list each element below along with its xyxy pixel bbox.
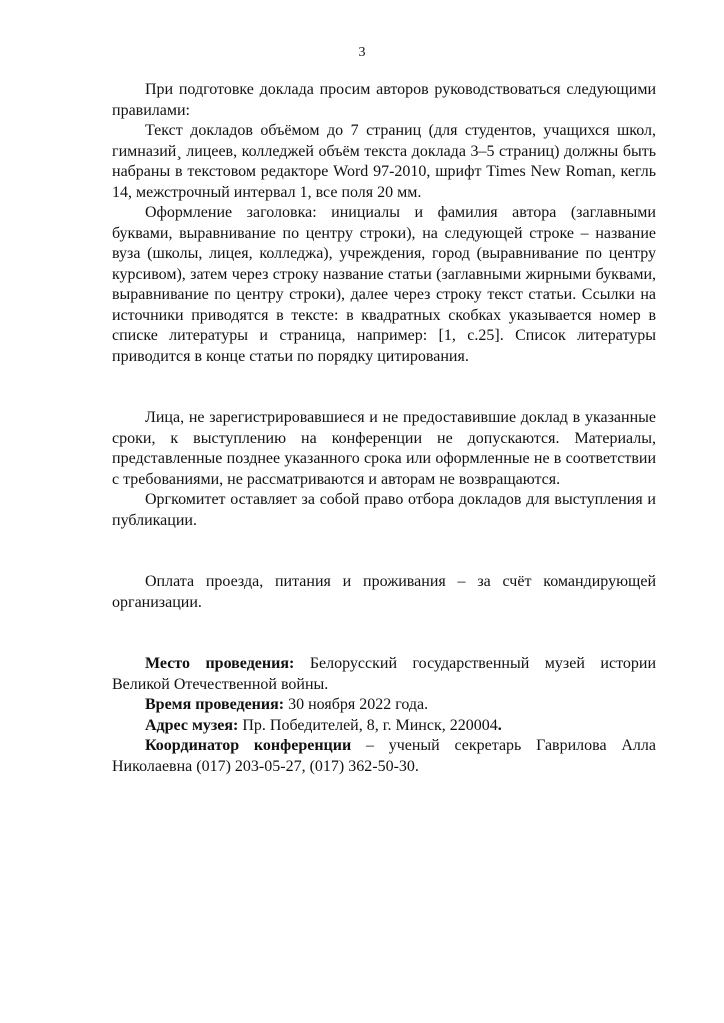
spacer [112,531,656,552]
coordinator-value: – ученый секретарь Гаврилова Алла Николаевна (017) 203-05-27, (017) 362-50-30. [112,737,656,775]
spacer [112,367,656,388]
payment-paragraph: Оплата проезда, питания и проживания – за счёт командирующей организации. [112,573,656,611]
spacer [112,613,656,634]
rules-volume-paragraph: Текст докладов объёмом до 7 страниц (для студентов, учащихся школ, гимназий¸ лицеев, колледжей объём текста доклада 3–5 страниц) должны быть набраны в текстовом редакторе Word 97-2010, шрифт Times New Roman, кегль 14, межстрочный интервал 1, все поля 20 мм. [112,122,656,201]
address-end: . [497,716,502,734]
deadline-paragraph: Лица, не зарегистрировавшиеся и не предоставившие доклад в указанные сроки, к выступлению на конференции не допускаются. Материалы, представленные позднее указанного срока или оформленные не в соответствии с требованиями, не рассматриваются и авторам не возвращаются. [112,409,656,488]
rules-intro-paragraph: При подготовке доклада просим авторов руководствоваться следующими правилами: [112,81,656,119]
selection-paragraph: Оргкомитет оставляет за собой право отбора докладов для выступления и публикации. [112,491,656,529]
venue-value: Белорусский государственный музей истории Великой Отечественной войны. [112,655,657,693]
document-body [112,80,656,777]
address-label: Адрес музея: [145,716,239,734]
spacer [112,388,656,409]
rules-heading-format-paragraph: Оформление заголовка: инициалы и фамилия автора (заглавными буквами, выравнивание по центру строки), на следующей строке – название вуза (школы, лицея, колледжа), учреждения, город (выравнивание по центру курсивом), затем через строку название статьи (заглавными жирными буквами, выравнивание по центру строки), далее через строку текст статьи. Ссылки на источники приводятся в тексте: в квадратных скобках указывается номер в списке литературы и страница, например: [1, с.25]. Список литературы приводится в конце статьи по порядку цитирования. [112,204,656,365]
address-paragraph [112,716,656,737]
time-label: Время проведения: [145,696,285,713]
spacer [112,552,656,573]
page-number: 3 [358,45,366,60]
time-paragraph [112,695,656,716]
time-value: 30 ноября 2022 года. [284,696,429,713]
spacer [112,634,656,655]
venue-label: Место проведения: [145,655,295,672]
address-value: Пр. Победителей, 8, г. Минск, 220004 [238,716,498,734]
venue-paragraph [112,654,656,695]
coordinator-label: Координатор конференции [145,737,352,754]
coordinator-paragraph [112,736,656,777]
